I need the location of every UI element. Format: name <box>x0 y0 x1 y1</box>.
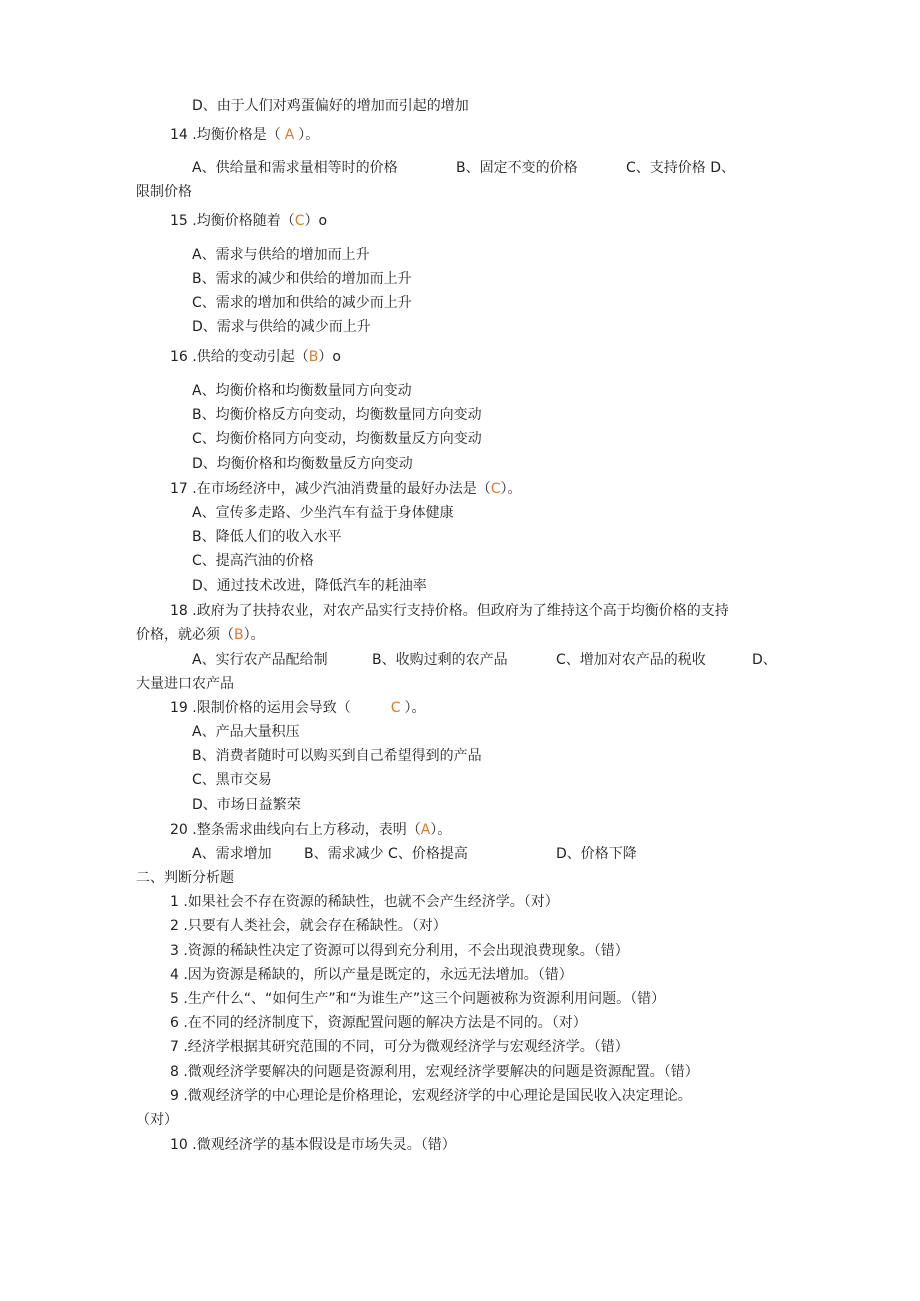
judge-item-7: 7 .经济学根据其研究范围的不同，可分为微观经济学与宏观经济学。（错） <box>170 1039 629 1055</box>
q19-stem-end: ）。 <box>404 700 426 716</box>
q17-option-a: A、宣传多走路、少坐汽车有益于身体健康 <box>192 505 454 521</box>
judge-item-4: 4 .因为资源是稀缺的，所以产量是既定的，永远无法增加。（错） <box>170 967 573 983</box>
q20-answer: A <box>420 822 431 838</box>
judge-item-9-cont: （对） <box>136 1112 178 1128</box>
q20-option-b: B、需求减少 C、价格提高 <box>304 846 468 862</box>
q18-option-c: C、增加对农产品的税收 <box>556 652 706 668</box>
q19-option-d: D、市场日益繁荣 <box>192 797 301 813</box>
q17-stem <box>170 479 522 499</box>
q18-stem-line1: 18 .政府为了扶持农业，对农产品实行支持价格。但政府为了维持这个高于均衡价格的支持 <box>170 603 729 619</box>
q15-option-b: B、需求的减少和供给的增加而上升 <box>192 271 412 287</box>
judge-item-9: 9 .微观经济学的中心理论是价格理论，宏观经济学的中心理论是国民收入决定理论。 <box>170 1088 692 1104</box>
q14-stem-text: 14 .均衡价格是（ <box>170 127 281 143</box>
judge-item-10: 10 .微观经济学的基本假设是市场失灵。（错） <box>170 1137 456 1153</box>
q18-stem-text: 价格，就必须（ <box>136 627 234 643</box>
q15-option-c: C、需求的增加和供给的减少而上升 <box>192 295 412 311</box>
q15-option-a: A、需求与供给的增加而上升 <box>192 247 370 263</box>
q18-answer: B <box>234 627 244 643</box>
q18-stem-end: ）。 <box>243 627 265 643</box>
q20-stem <box>170 820 451 840</box>
q17-answer: C <box>490 481 501 497</box>
q16-stem-end: ）o <box>318 349 341 365</box>
q14-stem <box>170 125 319 145</box>
q14-stem-end: ）。 <box>298 127 320 143</box>
q18-option-a: A、实行农产品配给制 <box>192 652 328 668</box>
q17-stem-end: ）。 <box>500 481 522 497</box>
judge-item-5: 5 .生产什么“、“如何生产”和“为谁生产”这三个问题被称为资源利用问题。（错） <box>170 991 666 1007</box>
q19-stem-text: 19 .限制价格的运用会导致（ <box>170 700 351 716</box>
q18-option-b: B、收购过剩的农产品 <box>372 652 508 668</box>
judge-item-1: 1 .如果社会不存在资源的稀缺性，也就不会产生经济学。（对） <box>170 894 559 910</box>
q16-option-b: B、均衡价格反方向变动，均衡数量同方向变动 <box>192 407 482 423</box>
q19-option-a: A、产品大量积压 <box>192 724 300 740</box>
q20-stem-end: ）。 <box>430 822 452 838</box>
q20-option-a: A、需求增加 <box>192 846 272 862</box>
q19-stem <box>170 698 426 718</box>
q14-answer: A <box>284 127 295 143</box>
q16-option-a: A、均衡价格和均衡数量同方向变动 <box>192 383 412 399</box>
q15-stem-text: 15 .均衡价格随着（ <box>170 213 295 229</box>
q15-stem <box>170 211 327 231</box>
q16-stem-text: 16 .供给的变动引起（ <box>170 349 309 365</box>
q16-answer: B <box>308 349 319 365</box>
section-2-title: 二、判断分析题 <box>136 870 234 886</box>
judge-item-8: 8 .微观经济学要解决的问题是资源利用，宏观经济学要解决的问题是资源配置。（错） <box>170 1064 699 1080</box>
q16-stem <box>170 347 341 367</box>
q14-option-b: B、固定不变的价格 <box>456 160 578 176</box>
q17-option-d: D、通过技术改进，降低汽车的耗油率 <box>192 578 427 594</box>
q16-option-c: C、均衡价格同方向变动，均衡数量反方向变动 <box>192 431 482 447</box>
q17-option-c: C、提高汽油的价格 <box>192 553 314 569</box>
q19-option-c: C、黑市交易 <box>192 772 272 788</box>
q14-option-a: A、供给量和需求量相等时的价格 <box>192 160 398 176</box>
q14-option-c: C、支持价格 D、 <box>626 160 736 176</box>
q18-option-d-cont: 大量进口农产品 <box>136 676 234 692</box>
q19-option-b: B、消费者随时可以购买到自己希望得到的产品 <box>192 748 482 764</box>
q15-stem-end: ）o <box>304 213 328 229</box>
q17-stem-text: 17 .在市场经济中，减少汽油消费量的最好办法是（ <box>170 481 491 497</box>
q18-stem-line2 <box>136 625 265 645</box>
q15-answer: C <box>294 213 305 229</box>
q20-stem-text: 20 .整条需求曲线向右上方移动，表明（ <box>170 822 421 838</box>
judge-item-2: 2 .只要有人类社会，就会存在稀缺性。（对） <box>170 918 447 934</box>
q13-option-d: D、由于人们对鸡蛋偏好的增加而引起的增加 <box>192 98 469 114</box>
q19-answer: C <box>390 700 401 716</box>
q17-option-b: B、降低人们的收入水平 <box>192 529 342 545</box>
q14-option-d-cont: 限制价格 <box>136 184 192 200</box>
judge-item-3: 3 .资源的稀缺性决定了资源可以得到充分利用，不会出现浪费现象。（错） <box>170 943 629 959</box>
judge-item-6: 6 .在不同的经济制度下，资源配置问题的解决方法是不同的。（对） <box>170 1015 587 1031</box>
q15-option-d: D、需求与供给的减少而上升 <box>192 319 371 335</box>
q18-option-d: D、 <box>752 652 777 668</box>
q20-option-d: D、价格下降 <box>556 846 637 862</box>
q16-option-d: D、均衡价格和均衡数量反方向变动 <box>192 456 413 472</box>
